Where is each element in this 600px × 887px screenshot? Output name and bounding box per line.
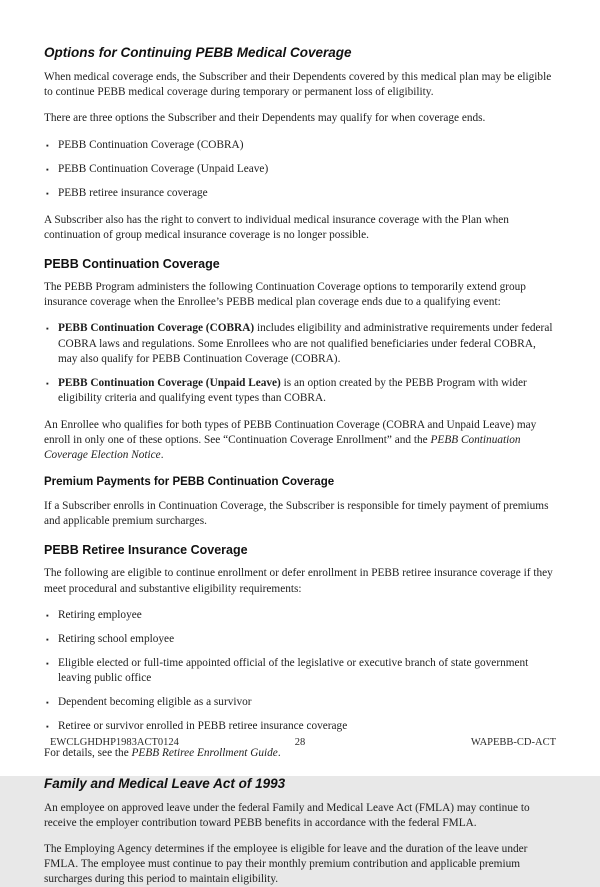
section-heading-retiree: PEBB Retiree Insurance Coverage <box>44 543 248 558</box>
list-item-text: Retiree or survivor enrolled in PEBB retiree insurance coverage <box>58 720 348 733</box>
list-item <box>44 695 556 710</box>
list-item-text: PEBB retiree insurance coverage <box>58 186 208 199</box>
continuation-bullet-list <box>44 321 556 406</box>
section-heading-fmla: Family and Medical Leave Act of 1993 <box>44 775 286 791</box>
paragraph-retiree-intro: The following are eligible to continue enrollment or defer enrollment in PEBB retiree insurance coverage if they meet procedural and substantive eligibility requirements: <box>44 567 553 595</box>
enrollee-text: An Enrollee who qualifies for both types of PEBB Continuation Coverage (COBRA and Unpaid Leave) may enroll in only one of these options. See “Continuation Coverage Enrollment” and the <box>44 419 537 447</box>
bullet-icon: ▪ <box>46 164 49 174</box>
paragraph-enrollee <box>44 418 556 463</box>
list-item-text <box>58 376 556 406</box>
footer-page-number: 28 <box>294 737 306 748</box>
bullet-icon: ▪ <box>46 324 49 334</box>
enrollee-text-end: . <box>160 449 164 462</box>
bullet-icon: ▪ <box>46 658 49 668</box>
bullet-icon: ▪ <box>46 722 49 732</box>
section-heading-options: Options for Continuing PEBB Medical Coverage <box>44 45 352 60</box>
paragraph-fmla-2: The Employing Agency determines if the employee is eligible for leave and the duration of the leave under FMLA. The employee must continue to pay their monthly premium contribution and applicable premium surcharges during this period to maintain eligibility. <box>44 843 528 886</box>
bullet-icon: ▪ <box>46 698 49 708</box>
lead-rest: is an option created by the PEBB Program with wider eligibility criteria and qualifying event types than COBRA. <box>58 376 527 404</box>
list-item <box>44 376 556 406</box>
list-item <box>44 608 556 623</box>
footer-form-code: WAPEBB-CD-ACT <box>470 737 556 748</box>
list-item <box>44 186 556 201</box>
bold-lead: PEBB Continuation Coverage (Unpaid Leave) <box>58 376 281 389</box>
bullet-icon: ▪ <box>46 610 49 620</box>
footer-document-code: EWCLGHDHP1983ACT0124 <box>50 737 179 748</box>
bullet-icon: ▪ <box>46 188 49 198</box>
details-text-end: . <box>277 747 281 760</box>
list-item-text: PEBB Continuation Coverage (Unpaid Leave) <box>58 162 269 175</box>
lead-rest: includes eligibility and administrative requirements under federal COBRA laws and regulations. Some Enrollees who are not qualified beneficiaries under federal COBRA, may also qualify for PEBB Continuation Coverage (COBRA). <box>58 322 553 365</box>
list-item-text: Dependent becoming eligible as a survivor <box>58 696 252 709</box>
list-item-text: Eligible elected or full-time appointed official of the legislative or executive branch of state government leaving public office <box>58 656 529 685</box>
list-item <box>44 719 556 734</box>
bold-lead: PEBB Continuation Coverage (COBRA) <box>58 322 255 335</box>
options-bullet-list <box>44 138 556 201</box>
list-item-text: Retiring employee <box>58 608 142 621</box>
retiree-bullet-list <box>44 608 556 735</box>
paragraph-options-2: There are three options the Subscriber and their Dependents may qualify for when coverage ends. <box>44 112 486 125</box>
list-item <box>44 138 556 153</box>
list-item <box>44 632 556 647</box>
paragraph-retiree-details <box>44 746 556 761</box>
section-heading-continuation: PEBB Continuation Coverage <box>44 257 220 272</box>
list-item-text: Retiring school employee <box>58 632 175 645</box>
bullet-icon: ▪ <box>46 140 49 150</box>
paragraph-options-3: A Subscriber also has the right to convert to individual medical insurance coverage with the Plan when continuation of group medical insurance coverage is no longer possible. <box>44 213 509 242</box>
paragraph-continuation-intro: The PEBB Program administers the following Continuation Coverage options to temporarily extend group insurance coverage when the Enrollee’s PEBB medical plan coverage ends due to a qualifying event: <box>44 281 526 309</box>
list-item <box>44 321 556 366</box>
subheading-premium-payments: Premium Payments for PEBB Continuation Coverage <box>44 476 335 489</box>
list-item-text <box>58 321 556 366</box>
list-item-text: PEBB Continuation Coverage (COBRA) <box>58 138 244 151</box>
list-item <box>44 162 556 177</box>
paragraph-premium: If a Subscriber enrolls in Continuation Coverage, the Subscriber is responsible for timely payment of premiums and applicable premium surcharges. <box>44 500 549 528</box>
italic-document-title: PEBB Continuation Coverage Election Notice <box>44 434 521 462</box>
list-item <box>44 656 556 686</box>
bullet-icon: ▪ <box>46 634 49 644</box>
paragraph-options-1: When medical coverage ends, the Subscriber and their Dependents covered by this medical plan may be eligible to continue PEBB medical coverage during temporary or permanent loss of eligibility. <box>44 71 552 99</box>
paragraph-fmla-1: An employee on approved leave under the federal Family and Medical Leave Act (FMLA) may continue to receive the employer contribution toward PEBB benefits in accordance with the federal FMLA. <box>44 801 530 829</box>
bullet-icon: ▪ <box>46 378 49 388</box>
details-text: For details, see the <box>44 747 132 760</box>
italic-guide-title: PEBB Retiree Enrollment Guide <box>131 747 278 760</box>
